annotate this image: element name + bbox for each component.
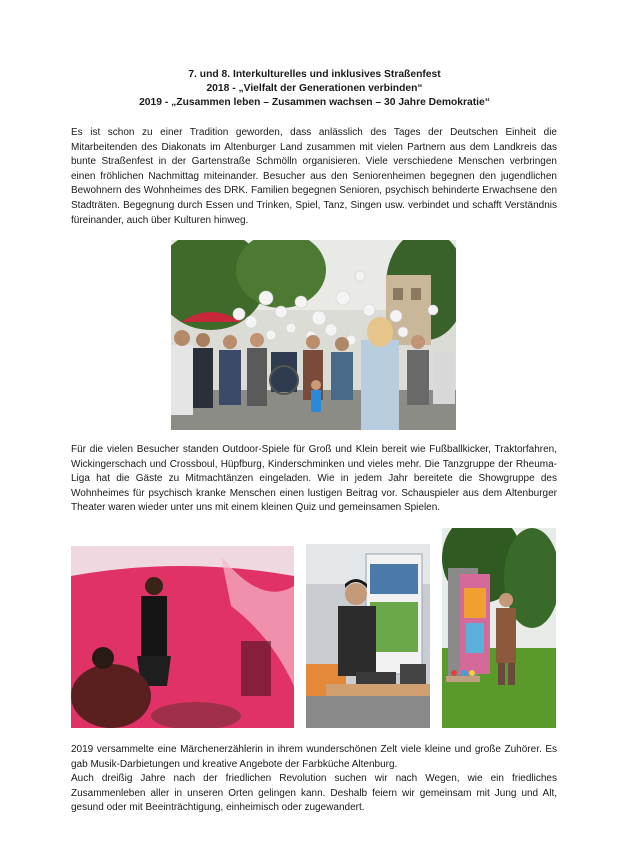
closing-paragraph-part-2: Auch dreißig Jahre nach der friedlichen Revolution suchen wir nach Wegen, wie ein friedliches Zusammenleben aller in unseren Orten gelingen kann. Deshalb feiern wir gemeinsam mit Jung und Alt, gesund oder mit Beeinträchtigung, einheimisch oder zugewandert. <box>71 773 557 814</box>
heading-line-1: 7. und 8. Interkulturelles und inklusives Straßenfest <box>188 69 441 80</box>
closing-paragraph <box>71 743 557 816</box>
heading-line-3: 2019 - „Zusammen leben – Zusammen wachsen – 30 Jahre Demokratie“ <box>139 97 490 108</box>
speaker-photo <box>306 544 430 728</box>
storyteller-tent-photo <box>71 546 294 728</box>
outdoor-art-photo <box>442 528 556 728</box>
activities-paragraph: Für die vielen Besucher standen Outdoor-Spiele für Groß und Klein bereit wie Fußballkicker, Traktorfahren, Wickingerschach und Crossboul, Hüpfburg, Kinderschminken und vieles mehr. Die Tanzgruppe der Rheuma-Liga hat die Gäste zu Mitmachtänzen eingeladen. Wie in jedem Jahr bereitete die Showgruppe des Wohnheimes für psychisch kranke Menschen einen lustigen Beitrag vor. Schauspieler aus dem Altenburger Theater waren wieder unter uns mit einem kleinen Quiz und gemeinsamen Spielen. <box>71 444 557 514</box>
festival-crowd-photo <box>171 240 456 430</box>
intro-paragraph: Es ist schon zu einer Tradition geworden, dass anlässlich des Tages der Deutschen Einheit die Mitarbeitenden des Diakonats im Altenburger Land zusammen mit vielen Partnern aus dem Landkreis das bunte Straßenfest in der Gartenstraße Schmölln organisieren. Viele verschiedene Menschen verbringen einen fröhlichen Nachmittag miteinander. Besucher aus den Seniorenheimen begegnen den jugendlichen Bewohnern des Wohnheimes des DRK. Familien begegnen Senioren, psychisch behinderte Erwachsene den Stadträten. Begegnung durch Essen und Trinken, Spiel, Tanz, Singen usw. verbindet und schafft Verständnis füreinander, auch über Kulturen hinweg. <box>71 127 557 226</box>
page-heading <box>60 68 569 110</box>
heading-line-2: 2018 - „Vielfalt der Generationen verbinden“ <box>206 83 423 94</box>
closing-paragraph-part-1: 2019 versammelte eine Märchenerzählerin in ihrem wunderschönen Zelt viele kleine und große Zuhörer. Es gab Musik-Darbietungen und kreative Angebote der Farbküche Altenburg. <box>71 744 557 770</box>
